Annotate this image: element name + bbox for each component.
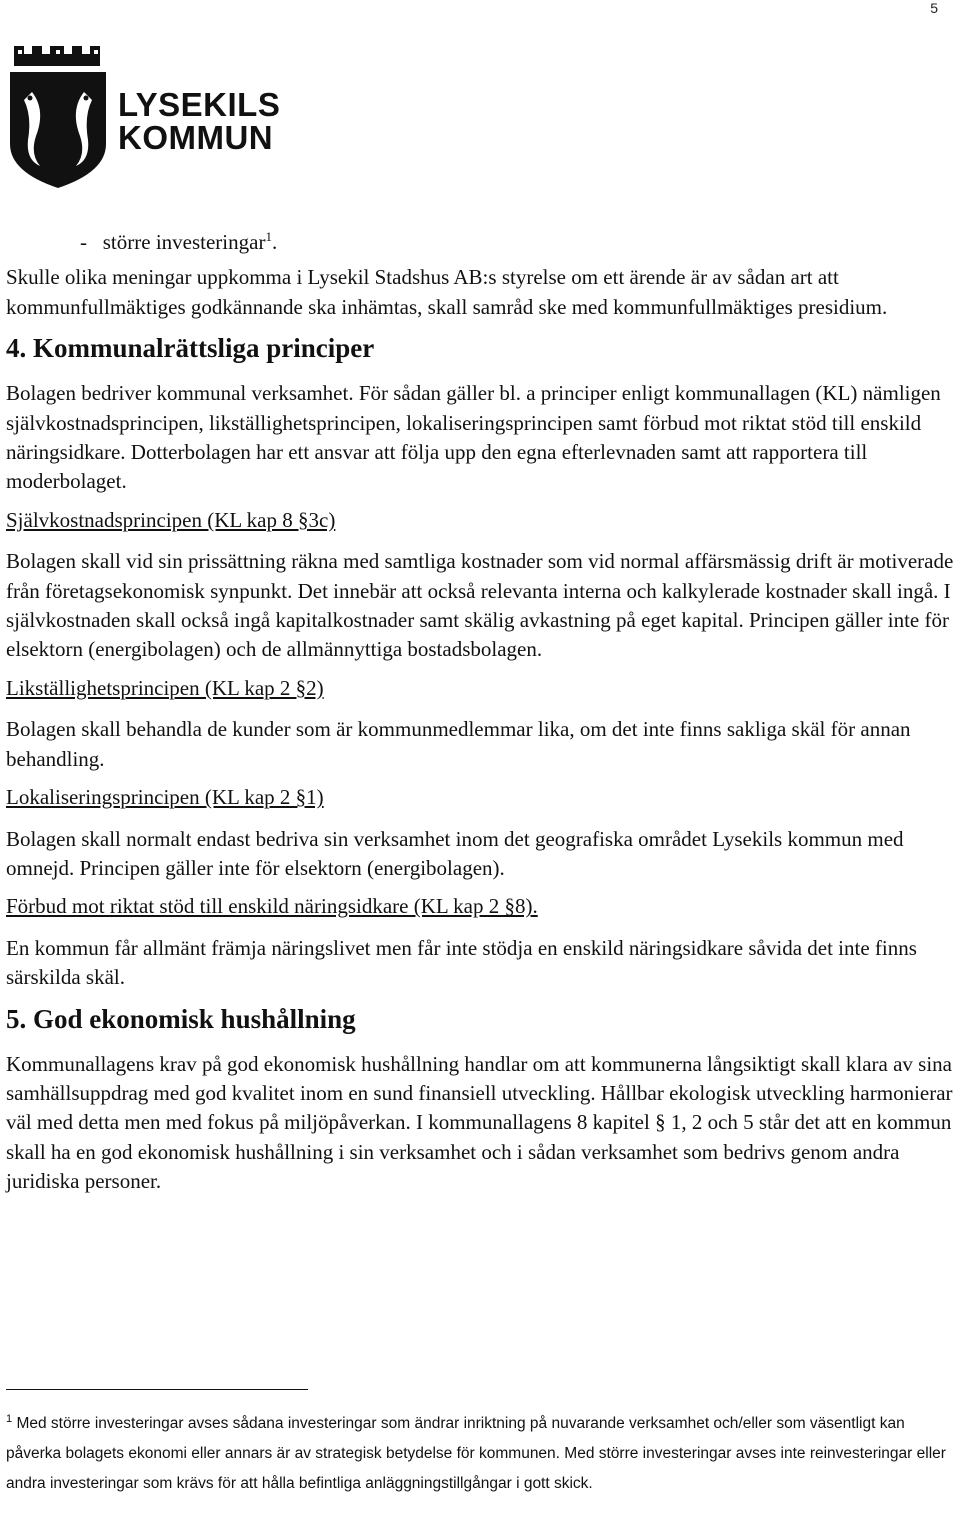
paragraph: Bolagen skall normalt endast bedriva sin verksamhet inom det geografiska området Lysekils kommun med omnejd. Principen gäller inte för elsektorn (energibolagen). (6, 826, 904, 880)
paragraph: Kommunallagens krav på god ekonomisk hushållning handlar om att kommunerna långsiktigt skall klara av sina samhällsuppdrag med god kvalitet inom en sund finansiell utveckling. Hållbar ekologisk utveckling harmonierar väl med detta men med fokus på miljöpåverkan. I kommunallagens 8 kapitel § 1, 2 och 5 står det att en kommun skall ha en god ekonomisk hushållning i sin verksamhet och i sådan verksamhet som bedrivs genom andra juridiska personer. (6, 1051, 953, 1194)
subheading: Lokaliseringsprincipen (KL kap 2 §1) (6, 785, 324, 810)
subheading: Likställighetsprincipen (KL kap 2 §2) (6, 675, 324, 700)
footnote (6, 1404, 954, 1499)
paragraph: Bolagen skall vid sin prissättning räkna med samtliga kostnader som vid normal affärsmässig drift är motiverade från företagsekonomisk synpunkt. Det innebär att också relevanta interna och kalkylerade kostnader skall ingå. I självkostnaden skall också ingå kapitalkostnader samt skälig avkastning på eget kapital. Principen gäller inte för elsektorn (energibolagen) och de allmännyttiga bostadsbolagen. (6, 549, 954, 662)
paragraph: En kommun får allmänt främja näringslivet men får inte stödja en enskild näringsidkare såvida det inte finns särskilda skäl. (6, 935, 917, 990)
logo-line-2: KOMMUN (118, 119, 274, 156)
footnote-text: Med större investeringar avses sådana investeringar som ändrar inriktning på nuvarande verksamhet och/eller som väsentligt kan påverka bolagets ekonomi eller annars är av strategisk betydelse för kommunen. Med större investeringar avses inte reinvesteringar eller andra investeringar som krävs för att hålla befintliga anläggningstillgångar i gott skick. (6, 1415, 946, 1493)
coat-of-arms-icon (6, 40, 110, 190)
bullet-trailing: . (271, 230, 278, 254)
footnote-number: 1 (6, 1413, 13, 1425)
document-body (6, 222, 954, 1206)
section-heading: 4. Kommunalrättsliga principer (6, 333, 375, 364)
paragraph: Bolagen bedriver kommunal verksamhet. För sådan gäller bl. a principer enligt kommunallagen (KL) nämligen självkostnadsprincipen, likställighetsprincipen, lokaliseringsprincipen samt förbud mot riktat stöd till enskild näringsidkare. Dotterbolagen har ett ansvar att följa upp den egna efterlevnaden samt att rapportera till moderbolaget. (6, 381, 941, 494)
logo-line-1: LYSEKILS (118, 86, 281, 123)
footnote-separator (6, 1389, 308, 1390)
paragraph: Bolagen skall behandla de kunder som är kommunmedlemmar lika, om det inte finns sakliga skäl för annan behandling. (6, 717, 911, 771)
municipality-logo (6, 40, 296, 190)
bullet-marker: - (80, 230, 87, 254)
bullet-item (80, 222, 954, 257)
subheading: Förbud mot riktat stöd till enskild näringsidkare (KL kap 2 §8). (6, 894, 538, 919)
page-number: 5 (930, 0, 938, 16)
section-heading: 5. God ekonomisk hushållning (6, 1003, 356, 1034)
logo-text (118, 88, 280, 154)
bullet-text: större investeringar (102, 230, 266, 254)
footnote-reference[interactable]: 1 (265, 229, 272, 244)
subheading: Självkostnadsprincipen (KL kap 8 §3c) (6, 507, 336, 532)
paragraph: Skulle olika meningar uppkomma i Lysekil Stadshus AB:s styrelse om ett ärende är av sådan art att kommunfullmäktiges godkännande ska inhämtas, skall samråd ske med kommunfullmäktiges presidium. (6, 265, 888, 319)
